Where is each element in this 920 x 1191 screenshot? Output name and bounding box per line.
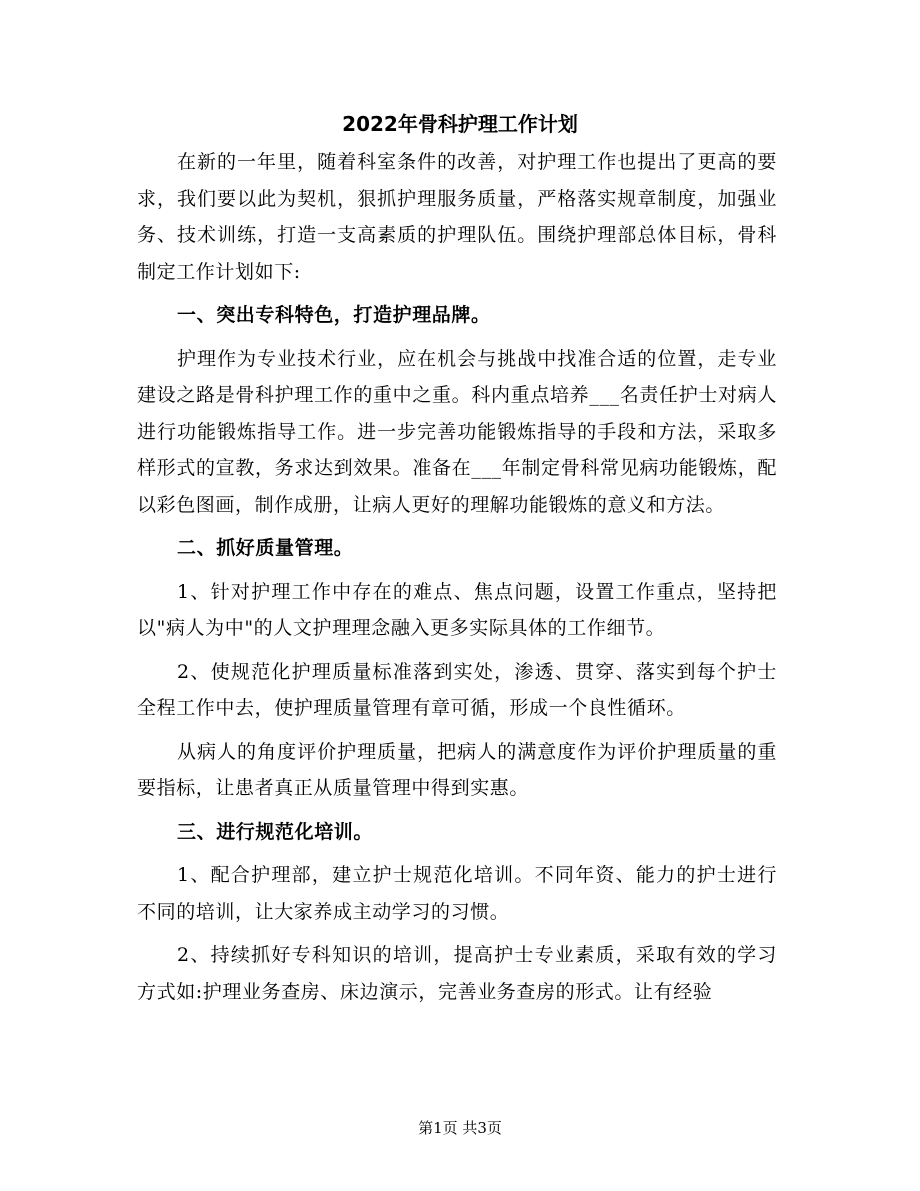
page-number-footer: 第1页 共3页 xyxy=(418,1119,502,1137)
section-3-paragraph-2: 2、持续抓好专科知识的培训，提高护士专业素质，采取有效的学习方式如:护理业务查房、床边演示，完善业务查房的形式。让有经验 xyxy=(137,944,777,1003)
section-3-paragraph-1: 1、配合护理部，建立护士规范化培训。不同年资、能力的护士进行不同的培训，让大家养成主动学习的习惯。 xyxy=(137,864,777,923)
intro-paragraph: 在新的一年里，随着科室条件的改善，对护理工作也提出了更高的要求，我们要以此为契机，狠抓护理服务质量，严格落实规章制度，加强业务、技术训练，打造一支高素质的护理队伍。围绕护理部总体目标，骨科制定工作计划如下: xyxy=(137,151,777,283)
section-1-heading: 一、突出专科特色，打造护理品牌。 xyxy=(177,304,491,326)
section-3-heading: 三、进行规范化培训。 xyxy=(177,820,374,843)
document-title: 2022年骨科护理工作计划 xyxy=(342,112,578,136)
section-2-paragraph-1: 1、针对护理工作中存在的难点、焦点问题，设置工作重点，坚持把以"病人为中"的人文护理理念融入更多实际具体的工作细节。 xyxy=(137,580,777,639)
document-body xyxy=(137,144,777,1017)
section-2-paragraph-2: 2、使规范化护理质量标准落到实处，渗透、贯穿、落实到每个护士全程工作中去，使护理质量管理有章可循，形成一个良性循环。 xyxy=(137,660,777,719)
section-1-paragraph-1: 护理作为专业技术行业，应在机会与挑战中找准合适的位置，走专业建设之路是骨科护理工作的重中之重。科内重点培养___名责任护士对病人进行功能锻炼指导工作。进一步完善功能锻炼指导的手段和方法，采取多样形式的宣教，务求达到效果。准备在___年制定骨科常见病功能锻炼，配以彩色图画，制作成册，让病人更好的理解功能锻炼的意义和方法。 xyxy=(137,347,777,516)
section-2-paragraph-3: 从病人的角度评价护理质量，把病人的满意度作为评价护理质量的重要指标，让患者真正从质量管理中得到实惠。 xyxy=(137,740,777,799)
section-2-heading: 二、抓好质量管理。 xyxy=(177,537,354,559)
